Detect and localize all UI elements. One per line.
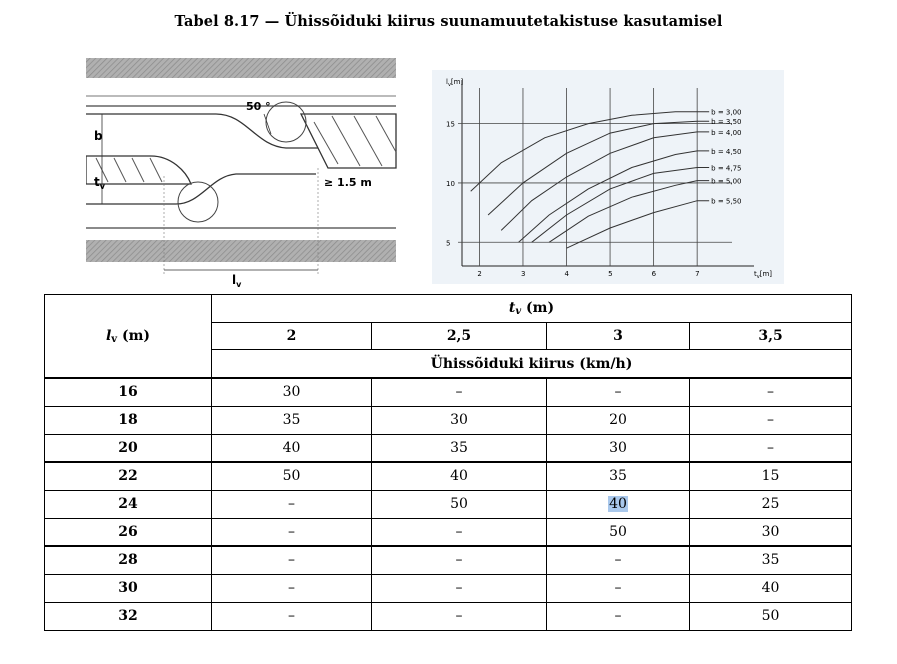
x-tick-label: 6	[651, 270, 657, 278]
series-label: b = 3,00	[711, 108, 742, 117]
b-dimension-label: b	[94, 129, 103, 143]
x-tick-label: 3	[520, 270, 526, 278]
highlighted-value: 40	[609, 496, 627, 512]
lv-cell: 32	[45, 602, 212, 630]
speed-cell: 50	[372, 490, 547, 518]
lv-cell: 30	[45, 574, 212, 602]
speed-cell: –	[690, 378, 852, 406]
speed-cell: –	[212, 574, 372, 602]
lv-cell: 22	[45, 462, 212, 490]
speed-cell: –	[690, 434, 852, 462]
speed-cell: –	[212, 546, 372, 574]
series-label: b = 3,50	[711, 118, 742, 127]
table-row	[45, 462, 852, 490]
speed-cell: –	[212, 490, 372, 518]
speed-cell: –	[372, 518, 547, 546]
speed-subheader: Ühissõiduki kiirus (km/h)	[212, 350, 852, 379]
speed-cell: 35	[690, 546, 852, 574]
tv-column-header: 2	[212, 323, 372, 350]
speed-table	[44, 294, 852, 631]
x-tick-label: 5	[608, 270, 613, 278]
speed-cell: 30	[690, 518, 852, 546]
lv-cell: 16	[45, 378, 212, 406]
traffic-island-right	[301, 114, 396, 168]
speed-cell: –	[547, 378, 690, 406]
speed-cell: –	[547, 546, 690, 574]
lv-cell: 20	[45, 434, 212, 462]
table-row	[45, 518, 852, 546]
angle-label: 50 °	[246, 100, 271, 113]
speed-cell: –	[212, 518, 372, 546]
speed-cell: –	[547, 602, 690, 630]
lv-dimension-label: $l_v$	[232, 273, 242, 289]
speed-chart	[432, 70, 784, 284]
lv-cell: 18	[45, 406, 212, 434]
lv-cell: 26	[45, 518, 212, 546]
y-tick-label: 10	[446, 179, 455, 188]
table-row	[45, 406, 852, 434]
tv-group-header: $t_v$ (m)	[212, 295, 852, 323]
speed-cell: –	[372, 378, 547, 406]
series-label: b = 4,75	[711, 164, 742, 173]
x-tick-label: 7	[695, 270, 700, 278]
turning-circle-bottom	[178, 182, 218, 222]
table-row	[45, 490, 852, 518]
speed-cell: 40	[212, 434, 372, 462]
y-tick-label: 15	[446, 120, 455, 129]
tv-column-header: 3	[547, 323, 690, 350]
speed-cell: 30	[372, 406, 547, 434]
table-row	[45, 434, 852, 462]
speed-cell: –	[212, 602, 372, 630]
bottom-sidewalk-band	[86, 240, 396, 262]
speed-cell: 30	[212, 378, 372, 406]
speed-cell: 20	[547, 406, 690, 434]
tv-column-header: 3,5	[690, 323, 852, 350]
series-label: b = 5,00	[711, 177, 742, 186]
speed-cell: 40	[372, 462, 547, 490]
x-tick-label: 4	[564, 270, 569, 278]
tv-dimension-label: $t_v$	[94, 175, 105, 191]
speed-cell: 25	[690, 490, 852, 518]
speed-cell: –	[372, 602, 547, 630]
speed-cell: 50	[212, 462, 372, 490]
table-row	[45, 546, 852, 574]
speed-cell: –	[372, 574, 547, 602]
turning-circle-top	[266, 102, 306, 142]
speed-cell: 35	[547, 462, 690, 490]
series-label: b = 4,50	[711, 147, 742, 156]
lv-cell: 28	[45, 546, 212, 574]
tv-column-header: 2,5	[372, 323, 547, 350]
speed-cell: –	[372, 546, 547, 574]
lv-column-header: $l_v$ (m)	[45, 295, 212, 379]
speed-cell: 35	[372, 434, 547, 462]
speed-cell: 35	[212, 406, 372, 434]
y-tick-label: 5	[446, 239, 451, 248]
clearance-label: ≥ 1.5 m	[324, 176, 372, 189]
road-schematic-figure	[86, 56, 398, 290]
speed-cell: –	[690, 406, 852, 434]
speed-cell	[547, 490, 690, 518]
table-row	[45, 574, 852, 602]
speed-cell: 50	[690, 602, 852, 630]
series-label: b = 4,00	[711, 128, 742, 137]
series-label: b = 5,50	[711, 197, 742, 206]
speed-cell: 40	[690, 574, 852, 602]
lv-cell: 24	[45, 490, 212, 518]
y-axis-label: $l_v[m]$	[446, 78, 464, 88]
speed-cell: 50	[547, 518, 690, 546]
speed-cell: 30	[547, 434, 690, 462]
table-row	[45, 378, 852, 406]
speed-cell: –	[547, 574, 690, 602]
speed-cell: 15	[690, 462, 852, 490]
x-axis-label: $t_v[m]$	[754, 270, 772, 280]
table-title: Tabel 8.17 — Ühissõiduki kiirus suunamuutetakistuse kasutamisel	[174, 13, 723, 30]
table-row	[45, 602, 852, 630]
top-sidewalk-band	[86, 58, 396, 78]
x-tick-label: 2	[477, 270, 482, 278]
